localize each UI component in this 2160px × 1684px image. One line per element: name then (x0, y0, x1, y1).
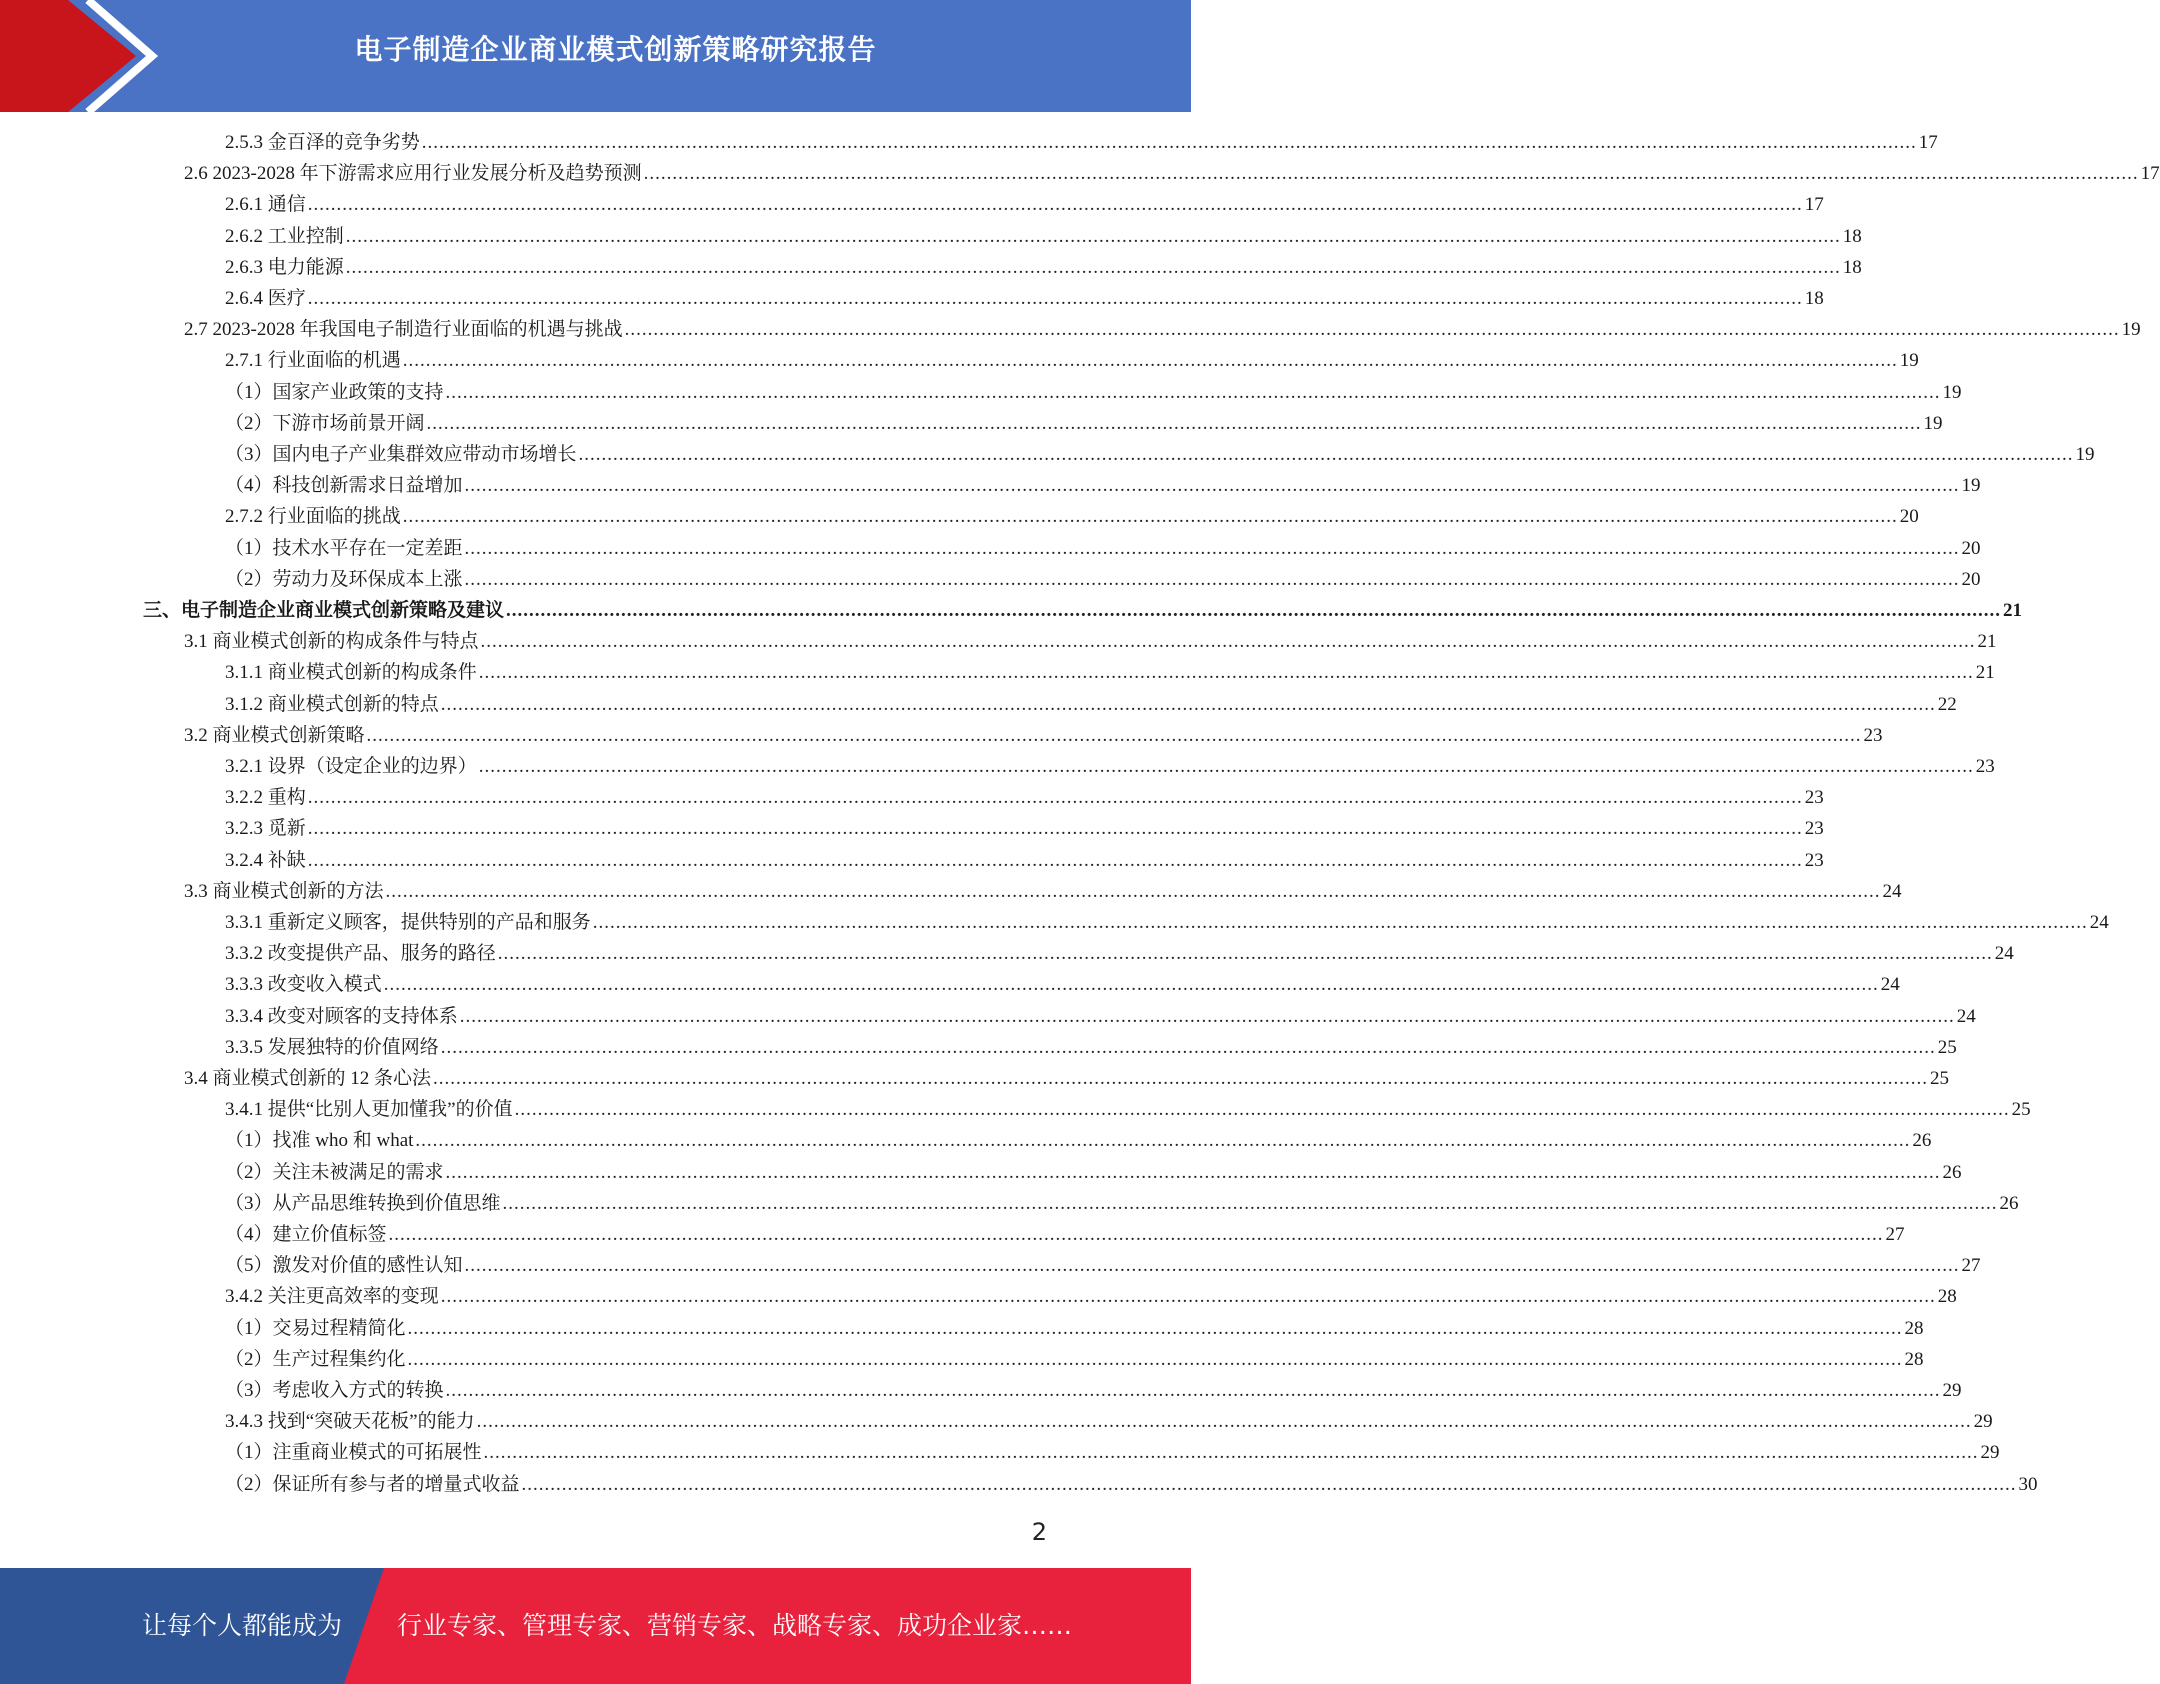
toc-entry-title: 3.3 商业模式创新的方法 (184, 881, 384, 902)
toc-entry[interactable] (225, 1406, 1993, 1437)
toc-entry[interactable] (225, 564, 1981, 595)
toc-entry-page: 17 (1918, 132, 1938, 153)
toc-dot-leader: .................................................................................................................................................................................................................................................................... (514, 1099, 2010, 1120)
toc-entry-page: 18 (1804, 288, 1824, 309)
toc-entry[interactable] (225, 907, 2109, 938)
toc-entry-title: 三、电子制造企业商业模式创新策略及建议 (143, 600, 505, 621)
toc-dot-leader: .................................................................................................................................................................................................................................................................... (578, 444, 2074, 465)
toc-entry[interactable] (225, 657, 1995, 688)
toc-entry-title: 3.4 商业模式创新的 12 条心法 (184, 1068, 432, 1089)
toc-dot-leader: .................................................................................................................................................................................................................................................................... (592, 912, 2088, 933)
toc-entry[interactable] (225, 1125, 1932, 1156)
toc-dot-leader: .................................................................................................................................................................................................................................................................... (307, 850, 1803, 871)
toc-dot-leader: .................................................................................................................................................................................................................................................................... (402, 350, 1898, 371)
toc-entry-title: 3.2.3 觅新 (225, 818, 306, 839)
toc-entry-title: 2.5.3 金百泽的竞争劣势 (225, 132, 420, 153)
report-header (0, 0, 1191, 112)
toc-entry-page: 20 (1899, 506, 1919, 527)
footer-slogan-left: 让每个人都能成为 (142, 1611, 343, 1640)
toc-entry-page: 21 (1977, 631, 1997, 652)
toc-entry[interactable] (225, 470, 1981, 501)
toc-entry-page: 23 (1975, 756, 1995, 777)
toc-entry-page: 20 (1961, 538, 1981, 559)
toc-entry-title: （4）科技创新需求日益增加 (225, 475, 463, 496)
toc-dot-leader: .................................................................................................................................................................................................................................................................... (480, 631, 1976, 652)
toc-dot-leader: .................................................................................................................................................................................................................................................................... (464, 538, 1960, 559)
toc-dot-leader: .................................................................................................................................................................................................................................................................... (440, 694, 1936, 715)
toc-entry-page: 18 (1842, 226, 1862, 247)
toc-dot-leader: .................................................................................................................................................................................................................................................................... (643, 163, 2139, 184)
toc-entry[interactable] (225, 1469, 2038, 1500)
toc-entry-page: 23 (1804, 818, 1824, 839)
toc-entry[interactable] (225, 1219, 1905, 1250)
toc-entry-page: 25 (1937, 1037, 1957, 1058)
toc-entry-title: 2.6.2 工业控制 (225, 226, 344, 247)
toc-entry-title: 3.4.1 提供“比别人更加懂我”的价值 (225, 1099, 513, 1120)
toc-entry[interactable] (225, 345, 1919, 376)
toc-entry[interactable] (225, 501, 1919, 532)
toc-entry-title: 2.7 2023-2028 年我国电子制造行业面临的机遇与挑战 (184, 319, 623, 340)
toc-entry-title: （3）从产品思维转换到价值思维 (225, 1193, 501, 1214)
toc-entry-page: 26 (1942, 1162, 1962, 1183)
toc-entry[interactable] (184, 626, 1997, 657)
toc-dot-leader: .................................................................................................................................................................................................................................................................... (307, 194, 1803, 215)
toc-entry[interactable] (225, 1094, 2031, 1125)
toc-entry-title: （1）找准 who 和 what (225, 1130, 414, 1151)
toc-dot-leader: .................................................................................................................................................................................................................................................................... (506, 600, 2002, 621)
toc-entry-title: 3.3.4 改变对顾客的支持体系 (225, 1006, 458, 1027)
toc-dot-leader: .................................................................................................................................................................................................................................................................... (402, 506, 1898, 527)
toc-entry-title: 3.2.1 设界（设定企业的边界） (225, 756, 477, 777)
toc-dot-leader: .................................................................................................................................................................................................................................................................... (426, 413, 1922, 434)
toc-entry[interactable] (225, 439, 2095, 470)
toc-entry[interactable] (184, 1063, 1950, 1094)
toc-dot-leader: .................................................................................................................................................................................................................................................................... (483, 1442, 1979, 1463)
toc-entry-title: （1）国家产业政策的支持 (225, 382, 444, 403)
toc-dot-leader: .................................................................................................................................................................................................................................................................... (464, 569, 1960, 590)
toc-entry-title: 3.3.5 发展独特的价值网络 (225, 1037, 439, 1058)
toc-entry-page: 19 (2075, 444, 2095, 465)
toc-entry-page: 24 (2089, 912, 2109, 933)
toc-entry-title: 3.1.1 商业模式创新的构成条件 (225, 662, 477, 683)
toc-entry-page: 26 (1912, 1130, 1932, 1151)
toc-entry-title: （2）关注未被满足的需求 (225, 1162, 444, 1183)
toc-dot-leader: .................................................................................................................................................................................................................................................................... (464, 1255, 1960, 1276)
toc-entry-title: 3.3.2 改变提供产品、服务的路径 (225, 943, 496, 964)
toc-entry-page: 29 (1973, 1411, 1993, 1432)
toc-entry-page: 20 (1961, 569, 1981, 590)
toc-entry-title: （1）交易过程精简化 (225, 1318, 406, 1339)
toc-entry-title: 2.6 2023-2028 年下游需求应用行业发展分析及趋势预测 (184, 163, 642, 184)
toc-entry-title: 3.2.4 补缺 (225, 850, 306, 871)
toc-entry[interactable] (184, 720, 1883, 751)
toc-dot-leader: .................................................................................................................................................................................................................................................................... (478, 662, 1974, 683)
toc-entry-page: 24 (1880, 974, 1900, 995)
toc-entry-page: 22 (1937, 694, 1957, 715)
toc-entry[interactable] (225, 938, 2014, 969)
toc-entry-page: 19 (1923, 413, 1943, 434)
toc-dot-leader: .................................................................................................................................................................................................................................................................... (459, 1006, 1955, 1027)
toc-dot-leader: .................................................................................................................................................................................................................................................................... (440, 1037, 1936, 1058)
toc-entry-page: 26 (1999, 1193, 2019, 1214)
toc-dot-leader: .................................................................................................................................................................................................................................................................... (445, 1162, 1941, 1183)
toc-entry-title: （1）技术水平存在一定差距 (225, 538, 463, 559)
toc-entry[interactable] (225, 1344, 1924, 1375)
toc-entry[interactable] (225, 127, 1938, 158)
toc-entry[interactable] (225, 408, 1943, 439)
toc-entry-title: （5）激发对价值的感性认知 (225, 1255, 463, 1276)
toc-dot-leader: .................................................................................................................................................................................................................................................................... (307, 818, 1803, 839)
toc-entry[interactable] (225, 689, 1957, 720)
toc-dot-leader: .................................................................................................................................................................................................................................................................... (407, 1349, 1903, 1370)
toc-entry[interactable] (225, 969, 1900, 1000)
toc-entry-title: 3.1 商业模式创新的构成条件与特点 (184, 631, 479, 652)
toc-dot-leader: .................................................................................................................................................................................................................................................................... (440, 1286, 1936, 1307)
toc-entry[interactable] (225, 1313, 1924, 1344)
toc-dot-leader: .................................................................................................................................................................................................................................................................... (385, 881, 1881, 902)
toc-entry-page: 25 (1930, 1068, 1950, 1089)
toc-entry-title: 2.6.4 医疗 (225, 288, 306, 309)
toc-dot-leader: .................................................................................................................................................................................................................................................................... (366, 725, 1862, 746)
toc-entry[interactable] (225, 189, 1824, 220)
toc-dot-leader: .................................................................................................................................................................................................................................................................... (445, 382, 1941, 403)
toc-entry-page: 21 (2003, 600, 2023, 621)
toc-dot-leader: .................................................................................................................................................................................................................................................................... (433, 1068, 1929, 1089)
toc-entry-page: 24 (1994, 943, 2014, 964)
toc-dot-leader: .................................................................................................................................................................................................................................................................... (478, 756, 1974, 777)
toc-entry[interactable] (225, 1281, 1957, 1312)
toc-entry-title: （2）劳动力及环保成本上涨 (225, 569, 463, 590)
toc-dot-leader: .................................................................................................................................................................................................................................................................... (345, 226, 1841, 247)
toc-entry-page: 19 (1899, 350, 1919, 371)
toc-entry[interactable] (225, 1375, 1962, 1406)
toc-entry-page: 19 (1942, 382, 1962, 403)
toc-dot-leader: .................................................................................................................................................................................................................................................................... (388, 1224, 1884, 1245)
toc-entry-title: 3.3.3 改变收入模式 (225, 974, 382, 995)
toc-entry-title: 3.4.2 关注更高效率的变现 (225, 1286, 439, 1307)
toc-entry[interactable] (225, 377, 1962, 408)
toc-entry-page: 28 (1937, 1286, 1957, 1307)
toc-entry-title: 2.6.3 电力能源 (225, 257, 344, 278)
toc-entry-title: 3.3.1 重新定义顾客，提供特别的产品和服务 (225, 912, 591, 933)
toc-entry-title: （2）下游市场前景开阔 (225, 413, 425, 434)
toc-entry[interactable] (225, 782, 1824, 813)
toc-entry-page: 27 (1961, 1255, 1981, 1276)
footer-slogan-right: 行业专家、管理专家、营销专家、战略专家、成功企业家…… (397, 1611, 1073, 1640)
toc-entry-title: （4）建立价值标签 (225, 1224, 387, 1245)
toc-dot-leader: .................................................................................................................................................................................................................................................................... (476, 1411, 1972, 1432)
toc-entry[interactable] (225, 533, 1981, 564)
toc-entry[interactable] (225, 813, 1824, 844)
toc-dot-leader: .................................................................................................................................................................................................................................................................... (307, 288, 1803, 309)
toc-entry-page: 19 (1961, 475, 1981, 496)
toc-entry[interactable] (225, 1188, 2019, 1219)
toc-dot-leader: .................................................................................................................................................................................................................................................................... (307, 787, 1803, 808)
toc-dot-leader: .................................................................................................................................................................................................................................................................... (502, 1193, 1998, 1214)
toc-entry-title: 2.6.1 通信 (225, 194, 306, 215)
toc-entry-title: 3.1.2 商业模式创新的特点 (225, 694, 439, 715)
toc-dot-leader: .................................................................................................................................................................................................................................................................... (624, 319, 2120, 340)
toc-entry-page: 28 (1904, 1349, 1924, 1370)
toc-entry-page: 29 (1942, 1380, 1962, 1401)
toc-entry-title: （2）生产过程集约化 (225, 1349, 406, 1370)
toc-entry-title: 3.2.2 重构 (225, 787, 306, 808)
toc-entry-title: 2.7.2 行业面临的挑战 (225, 506, 401, 527)
toc-entry[interactable] (225, 1001, 1976, 1032)
toc-entry-page: 21 (1975, 662, 1995, 683)
toc-entry[interactable] (225, 283, 1824, 314)
toc-entry-title: 2.7.1 行业面临的机遇 (225, 350, 401, 371)
toc-entry[interactable] (225, 845, 1824, 876)
toc-entry[interactable] (225, 1250, 1981, 1281)
toc-entry[interactable] (184, 314, 2141, 345)
toc-entry-title: （3）考虑收入方式的转换 (225, 1380, 444, 1401)
toc-entry-page: 24 (1882, 881, 1902, 902)
toc-entry[interactable] (225, 1437, 2000, 1468)
toc-entry-page: 23 (1804, 787, 1824, 808)
report-title: 电子制造企业商业模式创新策略研究报告 (354, 33, 877, 66)
toc-entry-title: （2）保证所有参与者的增量式收益 (225, 1474, 520, 1495)
toc-entry-page: 27 (1885, 1224, 1905, 1245)
toc-dot-leader: .................................................................................................................................................................................................................................................................... (345, 257, 1841, 278)
toc-entry-page: 28 (1904, 1318, 1924, 1339)
toc-entry[interactable] (143, 595, 2023, 626)
toc-entry-title: （1）注重商业模式的可拓展性 (225, 1442, 482, 1463)
toc-entry-page: 29 (1980, 1442, 2000, 1463)
toc-dot-leader: .................................................................................................................................................................................................................................................................... (497, 943, 1993, 964)
toc-dot-leader: .................................................................................................................................................................................................................................................................... (415, 1130, 1911, 1151)
toc-entry[interactable] (184, 876, 1902, 907)
toc-entry-page: 24 (1956, 1006, 1976, 1027)
page-number: 2 (1031, 1518, 1047, 1546)
footer-banner (0, 1568, 1191, 1684)
toc-entry[interactable] (225, 252, 1862, 283)
toc-entry-page: 30 (2018, 1474, 2038, 1495)
toc-entry[interactable] (225, 751, 1995, 782)
toc-entry[interactable] (225, 221, 1862, 252)
toc-dot-leader: .................................................................................................................................................................................................................................................................... (421, 132, 1917, 153)
toc-entry-title: 3.2 商业模式创新策略 (184, 725, 365, 746)
toc-dot-leader: .................................................................................................................................................................................................................................................................... (383, 974, 1879, 995)
toc-entry-page: 18 (1842, 257, 1862, 278)
toc-entry[interactable] (225, 1032, 1957, 1063)
toc-entry-title: 3.4.3 找到“突破天花板”的能力 (225, 1411, 475, 1432)
toc-entry-page: 23 (1804, 850, 1824, 871)
toc-entry-page: 25 (2011, 1099, 2031, 1120)
toc-dot-leader: .................................................................................................................................................................................................................................................................... (407, 1318, 1903, 1339)
toc-dot-leader: .................................................................................................................................................................................................................................................................... (521, 1474, 2017, 1495)
toc-entry-title: （3）国内电子产业集群效应带动市场增长 (225, 444, 577, 465)
toc-dot-leader: .................................................................................................................................................................................................................................................................... (464, 475, 1960, 496)
toc-entry-page: 17 (1804, 194, 1824, 215)
toc-entry-page: 19 (2121, 319, 2141, 340)
toc-entry[interactable] (184, 158, 2160, 189)
toc-entry-page: 23 (1863, 725, 1883, 746)
toc-dot-leader: .................................................................................................................................................................................................................................................................... (445, 1380, 1941, 1401)
toc-entry[interactable] (225, 1157, 1962, 1188)
toc-entry-page: 17 (2140, 163, 2160, 184)
